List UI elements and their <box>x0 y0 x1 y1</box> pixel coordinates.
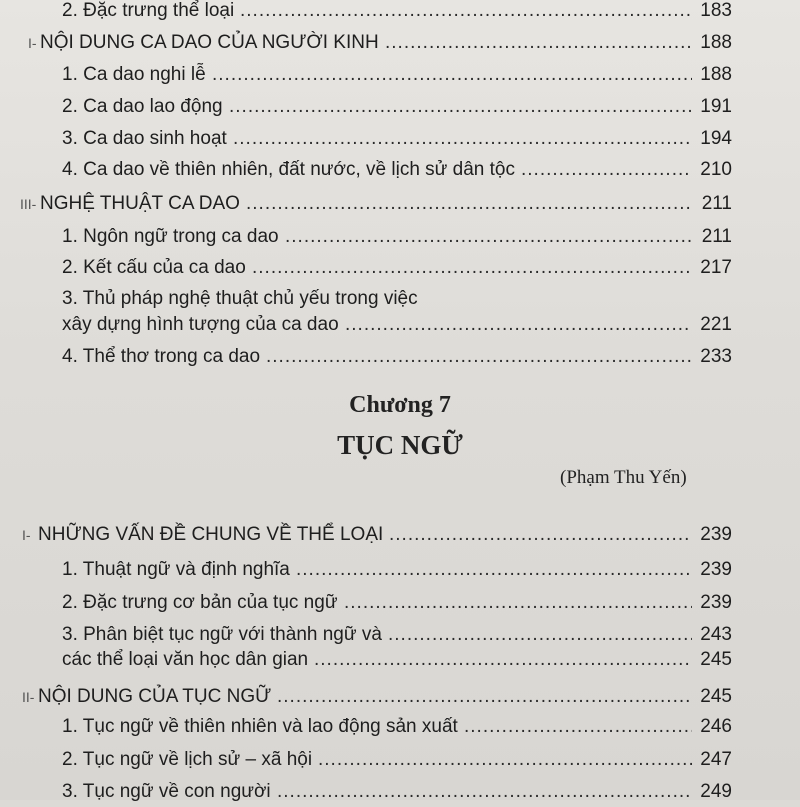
toc-entry <box>0 222 800 252</box>
toc-page-number: 249 <box>700 781 732 802</box>
toc-page-number: 247 <box>700 749 732 770</box>
toc-entry <box>0 520 800 550</box>
toc-entry-label: NGHỆ THUẬT CA DAO <box>40 193 240 214</box>
roman-numeral: II- <box>22 689 35 705</box>
toc-entry-label: 2. Kết cấu của ca dao <box>62 257 246 278</box>
toc-page-number: 239 <box>700 524 732 545</box>
toc-page-number: 243 <box>700 624 732 645</box>
toc-page-number: 188 <box>700 32 732 53</box>
dot-leader <box>318 745 692 775</box>
toc-page-number: 239 <box>700 559 732 580</box>
dot-leader <box>266 342 692 372</box>
dot-leader <box>277 682 692 712</box>
toc-entry-label: NHỮNG VẤN ĐỀ CHUNG VỀ THỂ LOẠI <box>38 524 384 545</box>
dot-leader <box>285 222 692 252</box>
toc-entry <box>0 588 800 618</box>
chapter-title: TỤC NGỮ <box>337 430 463 460</box>
dot-leader <box>233 124 692 154</box>
dot-leader <box>277 777 692 807</box>
toc-entry <box>0 28 800 58</box>
dot-leader <box>212 60 692 90</box>
toc-page-number: 183 <box>700 0 732 21</box>
dot-leader <box>521 155 692 185</box>
toc-entry-label: 2. Ca dao lao động <box>62 96 223 117</box>
toc-entry <box>0 645 800 675</box>
toc-entry <box>0 189 800 219</box>
toc-entry-label: xây dựng hình tượng của ca dao <box>62 314 339 335</box>
toc-entry <box>0 342 800 372</box>
toc-entry <box>0 777 800 807</box>
toc-entry-label: 3. Ca dao sinh hoạt <box>62 128 227 149</box>
chapter-number: Chương 7 <box>349 392 451 418</box>
toc-entry <box>0 92 800 122</box>
dot-leader <box>296 555 692 585</box>
toc-entry-label: 1. Tục ngữ về thiên nhiên và lao động sản xuất <box>62 716 458 737</box>
dot-leader <box>345 310 692 340</box>
toc-entry-label: NỘI DUNG CỦA TỤC NGỮ <box>38 686 272 707</box>
toc-page-number: 210 <box>700 159 732 180</box>
roman-numeral: III- <box>20 196 37 212</box>
toc-entry-label: 3. Thủ pháp nghệ thuật chủ yếu trong việc <box>62 288 418 309</box>
dot-leader <box>464 712 692 742</box>
dot-leader <box>389 520 692 550</box>
toc-page-number: 211 <box>701 226 732 247</box>
chapter-author: (Phạm Thu Yến) <box>560 467 687 488</box>
roman-numeral: I- <box>22 527 31 543</box>
dot-leader <box>240 0 692 26</box>
dot-leader <box>252 253 692 283</box>
toc-entry <box>0 712 800 742</box>
toc-entry-label: 1. Ca dao nghi lễ <box>62 64 206 85</box>
dot-leader <box>385 28 692 58</box>
toc-page-number: 245 <box>700 649 732 670</box>
dot-leader <box>246 189 692 219</box>
toc-entry-label: 2. Tục ngữ về lịch sử – xã hội <box>62 749 313 770</box>
toc-page-number: 239 <box>700 592 732 613</box>
toc-entry <box>0 310 800 340</box>
toc-entry <box>0 555 800 585</box>
toc-entry-label: 4. Ca dao về thiên nhiên, đất nước, về lịch sử dân tộc <box>62 159 515 180</box>
dot-leader <box>344 588 692 618</box>
dot-leader <box>314 645 692 675</box>
toc-entry-label: 1. Ngôn ngữ trong ca dao <box>62 226 279 247</box>
toc-entry-label: 3. Tục ngữ về con người <box>62 781 271 802</box>
toc-entry-label: 2. Đặc trưng thể loại <box>62 0 235 21</box>
toc-entry <box>0 60 800 90</box>
toc-entry-label: 2. Đặc trưng cơ bản của tục ngữ <box>62 592 338 613</box>
toc-entry-label: các thể loại văn học dân gian <box>62 649 309 670</box>
toc-entry <box>0 682 800 712</box>
toc-entry-label: 1. Thuật ngữ và định nghĩa <box>62 559 290 580</box>
toc-page-number: 191 <box>700 96 732 117</box>
toc-page-number: 245 <box>700 686 732 707</box>
toc-page-number: 246 <box>700 716 732 737</box>
toc-entry <box>0 253 800 283</box>
toc-page-number: 188 <box>700 64 732 85</box>
toc-entry <box>0 155 800 185</box>
dot-leader <box>229 92 692 122</box>
toc-entry <box>0 745 800 775</box>
toc-page-number: 217 <box>700 257 732 278</box>
toc-entry <box>0 124 800 154</box>
toc-entry-label: 3. Phân biệt tục ngữ với thành ngữ và <box>62 624 382 645</box>
toc-entry-label: NỘI DUNG CA DAO CỦA NGƯỜI KINH <box>40 32 379 53</box>
roman-numeral: I- <box>28 35 37 51</box>
toc-page-number: 194 <box>700 128 732 149</box>
toc-page-number: 221 <box>700 314 732 335</box>
toc-entry-label: 4. Thể thơ trong ca dao <box>62 346 261 367</box>
toc-entry <box>0 0 800 26</box>
toc-page-number: 211 <box>701 193 732 214</box>
toc-page-number: 233 <box>700 346 732 367</box>
